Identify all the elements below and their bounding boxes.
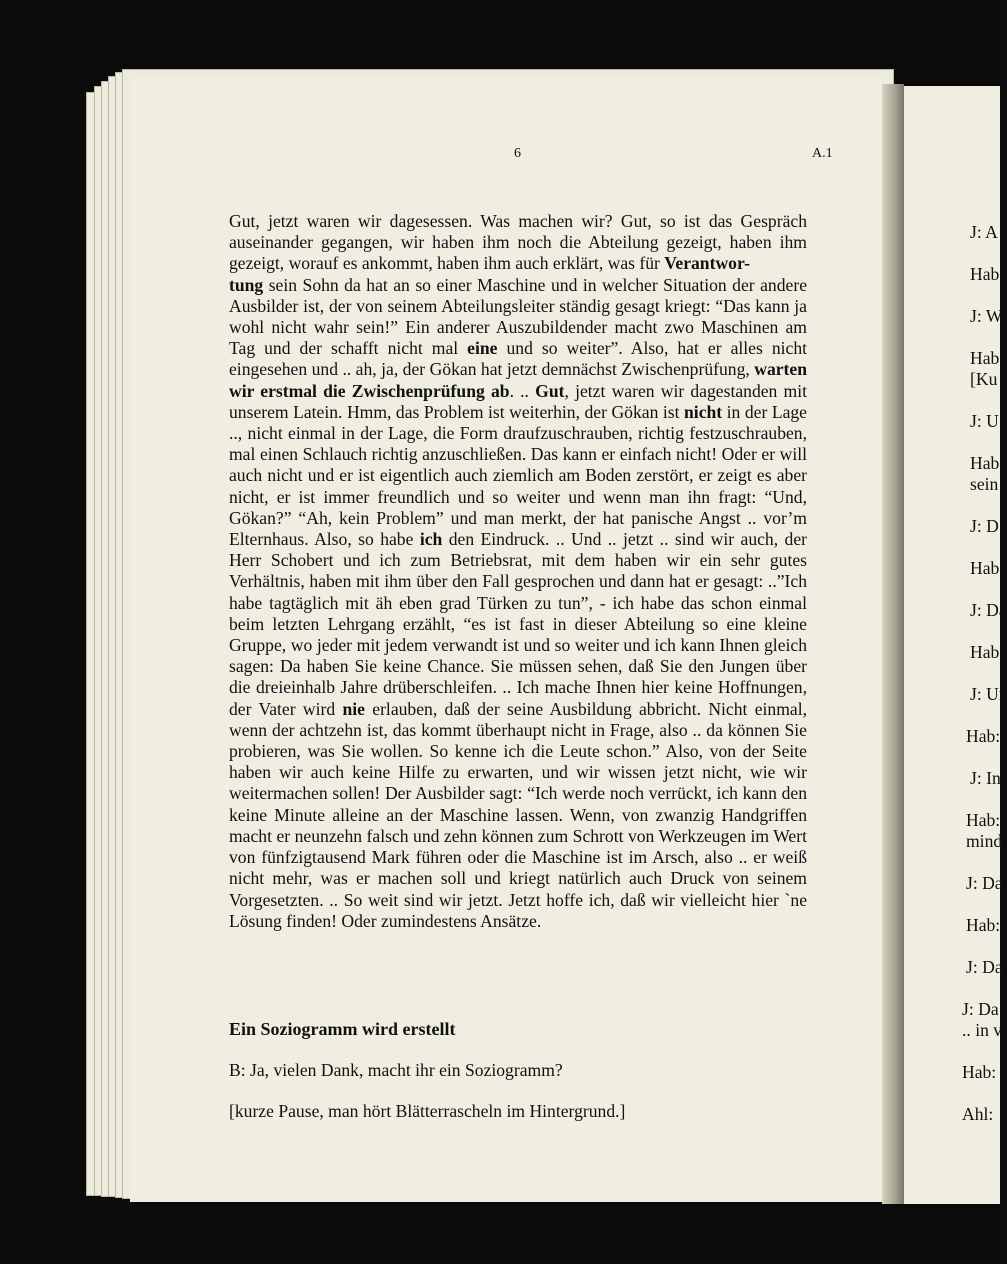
body-paragraph: [229, 211, 807, 932]
right-page-fragment: J: Da: [966, 957, 1003, 977]
right-page-fragment: Hab: [970, 642, 1000, 662]
right-page-fragment: Hab:: [966, 915, 1001, 935]
right-page-fragment: Ahl:: [962, 1104, 994, 1124]
right-page-fragment: Hab: [970, 558, 1000, 578]
text-run: , jetzt waren wir dagestanden mit unserem Latein. Hmm, das Problem ist weiterhin, der Gökan ist: [229, 380, 807, 422]
text-run: und so weiter”. Also, hat er alles nicht eingesehen und .. ah, ja, der Gökan hat jetzt demnächst Zwischenprüfung,: [229, 338, 808, 380]
text-run: Gut, jetzt waren wir dagesessen. Was machen wir? Gut, so ist das Gespräch auseinander gegangen, wir haben ihm noch die Abteilung gezeigt, haben ihm gezeigt, worauf es ankommt, haben ihm auch erklärt, was für: [229, 211, 807, 274]
bold-run: eine: [467, 338, 498, 359]
text-run: erlauben, daß der seine Ausbildung abbricht. Nicht einmal, wenn der achtzehn ist, das kommt überhaupt nicht in Frage, also .. da können Sie probieren, was Sie wollen. So kenne ich die Leute schon.” Also, von der Seite haben wir auch keine Hilfe zu erwarten, und wir wissen jetzt nicht, wie wir weitermachen sollen! Der Ausbilder sagt: “Ich werde noch verrückt, ich kann den keine Minute alleine an der Maschine lassen. Wenn, von zwanzig Handgriffen macht er neunzehn falsch und zehn können zum Schrott von Werkzeugen im Wert von fünfzigtausend Mark führen oder die Maschine ist im Arsch, also .. er weiß nicht mehr, was er machen soll und kriegt natürlich auch Druck von seinem Vorgesetzten. .. So weit sind wir jetzt. Jetzt hoffe ich, daß wir vielleicht hier `ne Lösung finden! Oder zumindestens Ansätze.: [229, 698, 807, 931]
bold-run: Gut: [535, 380, 565, 401]
right-page-fragment: J: W: [970, 306, 1003, 326]
right-page-fragment: J: Da: [966, 873, 1003, 893]
right-page-fragment: Hab: [970, 348, 1000, 368]
right-page-fragment: J: Ur: [970, 684, 1005, 704]
right-page-fragment: Hab: [970, 264, 1000, 284]
right-page: [904, 86, 1007, 1204]
page-number: 6: [514, 146, 521, 161]
dialogue-line-b: B: Ja, vielen Dank, macht ihr ein Soziogramm?: [229, 1060, 563, 1080]
bold-run: Verantwor-: [664, 253, 750, 274]
book-spine: [882, 84, 904, 1204]
right-page-fragment: J: D: [970, 516, 999, 536]
section-label: A.1: [812, 146, 833, 161]
right-page-fragment: J: A: [970, 222, 998, 242]
text-run: in der Lage .., nicht einmal in der Lage, die Form draufzuschrauben, richtig festzuschrauben, mal einen Schlauch richtig anzuschließen. Das kann er einfach nicht! Oder er will auch nicht und er ist eigentlich auch ziemlich am Boden zerstört, er zeigt es aber nicht, er ist immer freundlich und so weiter und wenn man ihn fragt: “Und, Gökan?” “Ah, kein Problem” und man merkt, der hat panische Angst .. vor’m Elternhaus. Also, so habe: [229, 401, 807, 550]
right-page-fragment: [Ku: [970, 369, 998, 389]
right-page-fragment: mind: [966, 831, 1003, 851]
stage-direction: [kurze Pause, man hört Blätterrascheln im Hintergrund.]: [229, 1101, 626, 1121]
bold-run: tung: [229, 274, 264, 295]
right-page-fragment: .. in v: [962, 1020, 1003, 1040]
bold-run: nie: [342, 698, 365, 719]
text-run: sein Sohn da hat an so einer Maschine und in welcher Situation der andere Ausbilder ist, der von seinem Abteilungsleiter ständig gesagt kriegt: “Das kann ja wohl nicht wahr sein!” Ein anderer Auszubildender macht zwo Maschinen am Tag und der schafft nicht mal: [229, 274, 807, 359]
right-page-fragment: Hab: [970, 453, 1000, 473]
right-page-fragment: J: Da: [962, 999, 999, 1019]
right-page-fragment: Hab:: [962, 1062, 997, 1082]
text-run: den Eindruck. .. Und .. jetzt .. sind wir auch, der Herr Schobert und ich zum Betriebsrat, mit dem haben wir ein sehr gutes Verhältnis, haben mit ihm über den Fall gesprochen und dann hat er gesagt: ..”Ich habe tagtäglich mit äh eben grad Türken zu tun”, - ich habe das schon einmal beim letzten Lehrgang erzählt, “es ist fast in dieser Abteilung so eine kleine Gruppe, wo jeder mit jedem verwandt ist und so weiter und ich kann Ihnen gleich sagen: Da haben Sie keine Chance. Sie müssen sehen, daß Sie den Jungen über die dreieinhalb Jahre drüberschleifen. .. Ich mache Ihnen hier keine Hoffnungen, der Vater wird: [229, 529, 807, 719]
text-run: . ..: [509, 380, 536, 401]
bold-run: nicht: [684, 401, 723, 422]
section-heading: Ein Soziogramm wird erstellt: [229, 1019, 456, 1039]
right-page-fragment: Hab:: [966, 810, 1001, 830]
right-page-fragment: Hab:: [966, 726, 1001, 746]
right-page-fragment: sein: [970, 474, 999, 494]
right-page-fragment: J: Da: [970, 600, 1007, 620]
right-page-fragment: J: U: [970, 411, 999, 431]
bold-run: ich: [419, 529, 443, 550]
right-page-fragment: J: In: [970, 768, 1001, 788]
bold-run: warten wir erstmal die Zwischenprüfung ab: [229, 359, 807, 401]
